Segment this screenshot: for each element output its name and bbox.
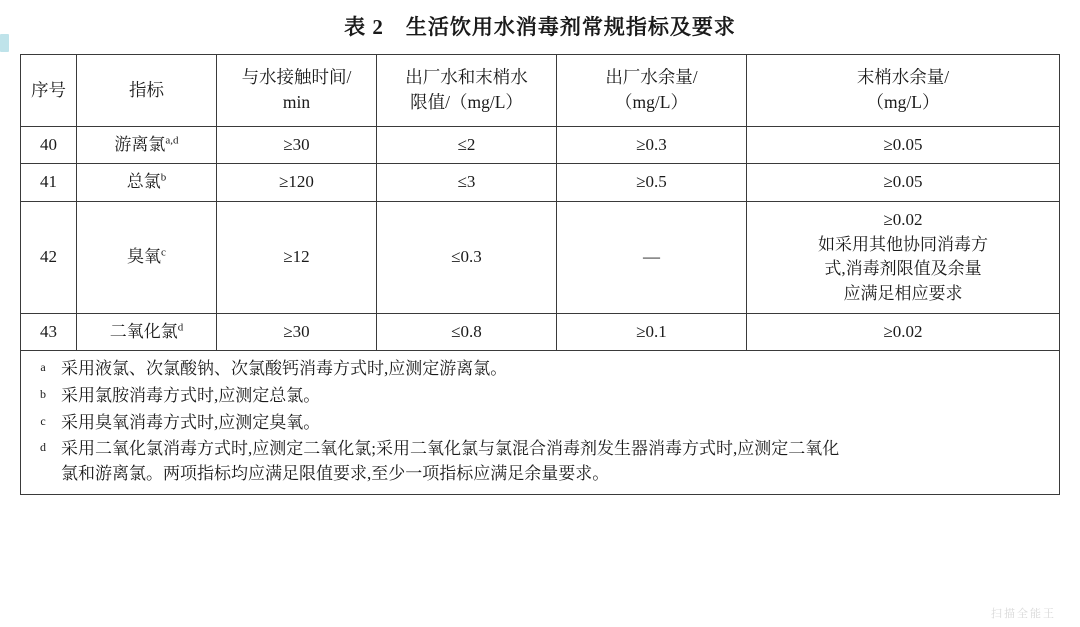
footnote-marker: a [40, 360, 46, 375]
table-body [21, 126, 1060, 495]
column-header-contact-time-line2: min [282, 92, 311, 113]
cell-indicator-superscript: b [160, 171, 167, 184]
cell-indicator-text: 游离氯 [114, 134, 166, 154]
footnote-c [25, 411, 1055, 436]
column-header-terminal-residual [747, 55, 1060, 127]
cell-terminal-residual-value: ≥0.02 [883, 210, 923, 230]
column-header-terminal-residual-line2: （mg/L） [866, 92, 940, 113]
cell-indicator-superscript: a,d [165, 134, 179, 147]
cell-terminal-residual-note-line1: 如采用其他协同消毒方 [818, 234, 988, 254]
column-header-contact-time-line1: 与水接触时间/ [241, 67, 352, 87]
footnote-text: 采用液氯、次氯酸钠、次氯酸钙消毒方式时,应测定游离氯。 [61, 359, 508, 379]
cell-limit: ≤2 [377, 126, 557, 164]
cell-indicator-superscript: c [161, 246, 166, 259]
table-header [21, 55, 1060, 127]
cell-indicator [77, 164, 217, 202]
column-header-contact-time [217, 55, 377, 127]
column-header-outlet-residual [557, 55, 747, 127]
column-header-limit-line1: 出厂水和末梢水 [405, 67, 528, 87]
cell-no: 40 [21, 126, 77, 164]
cell-terminal-residual-note-line2: 式,消毒剂限值及余量 [824, 259, 982, 279]
cell-terminal-residual [747, 202, 1060, 314]
column-header-no: 序号 [21, 55, 77, 127]
cell-terminal-residual: ≥0.02 [747, 313, 1060, 351]
table-container [20, 54, 1060, 495]
cell-terminal-residual-note-line3: 应满足相应要求 [843, 283, 963, 303]
footnote-text: 采用氯胺消毒方式时,应测定总氯。 [61, 385, 321, 405]
table-row [21, 202, 1060, 314]
column-header-limit [377, 55, 557, 127]
cell-terminal-residual: ≥0.05 [747, 164, 1060, 202]
footnote-text-line1: 采用二氧化氯消毒方式时,应测定二氧化氯;采用二氧化氯与氯混合消毒剂发生器消毒方式时,应测定二氧化 [61, 439, 840, 459]
cell-indicator [77, 126, 217, 164]
cell-outlet-residual: ≥0.1 [557, 313, 747, 351]
column-header-indicator: 指标 [77, 55, 217, 127]
cell-limit: ≤0.3 [377, 202, 557, 314]
scan-edge-marker [0, 34, 9, 52]
cell-limit: ≤0.8 [377, 313, 557, 351]
footnote-marker: b [40, 386, 46, 401]
footnote-a [25, 357, 1055, 382]
cell-indicator-superscript: d [177, 320, 184, 333]
footnote-marker: c [40, 413, 46, 428]
cell-limit: ≤3 [377, 164, 557, 202]
column-header-limit-line2: 限值/（mg/L） [410, 92, 523, 113]
scan-watermark: 扫描全能王 [991, 608, 1056, 620]
cell-indicator-text: 臭氧 [127, 246, 162, 266]
table-footnotes [21, 351, 1060, 495]
cell-no: 42 [21, 202, 77, 314]
footnote-text-line2: 氯和游离氯。两项指标均应满足限值要求,至少一项指标应满足余量要求。 [61, 463, 610, 483]
table-footnotes-row [21, 351, 1060, 495]
cell-contact-time: ≥30 [217, 126, 377, 164]
cell-outlet-residual: ≥0.3 [557, 126, 747, 164]
footnote-text: 采用臭氧消毒方式时,应测定臭氧。 [61, 412, 321, 432]
cell-indicator [77, 202, 217, 314]
table-row [21, 164, 1060, 202]
footnote-marker: d [40, 440, 46, 455]
footnote-d [25, 437, 1055, 486]
cell-terminal-residual: ≥0.05 [747, 126, 1060, 164]
footnote-text-block [61, 437, 1055, 486]
column-header-terminal-residual-line1: 末梢水余量/ [856, 67, 950, 87]
cell-indicator [77, 313, 217, 351]
cell-outlet-residual: ≥0.5 [557, 164, 747, 202]
table-header-row [21, 55, 1060, 127]
column-header-outlet-residual-line1: 出厂水余量/ [605, 67, 698, 87]
footnote-b [25, 384, 1055, 409]
cell-outlet-residual: — [557, 202, 747, 314]
cell-no: 43 [21, 313, 77, 351]
disinfectant-indicators-table [20, 54, 1060, 495]
cell-contact-time: ≥30 [217, 313, 377, 351]
table-row [21, 313, 1060, 351]
cell-indicator-text: 二氧化氯 [109, 321, 178, 341]
table-row [21, 126, 1060, 164]
cell-indicator-text: 总氯 [126, 172, 161, 192]
page-title: 表 2 生活饮用水消毒剂常规指标及要求 [344, 15, 736, 39]
cell-contact-time: ≥12 [217, 202, 377, 314]
cell-contact-time: ≥120 [217, 164, 377, 202]
column-header-outlet-residual-line2: （mg/L） [615, 92, 688, 113]
cell-no: 41 [21, 164, 77, 202]
